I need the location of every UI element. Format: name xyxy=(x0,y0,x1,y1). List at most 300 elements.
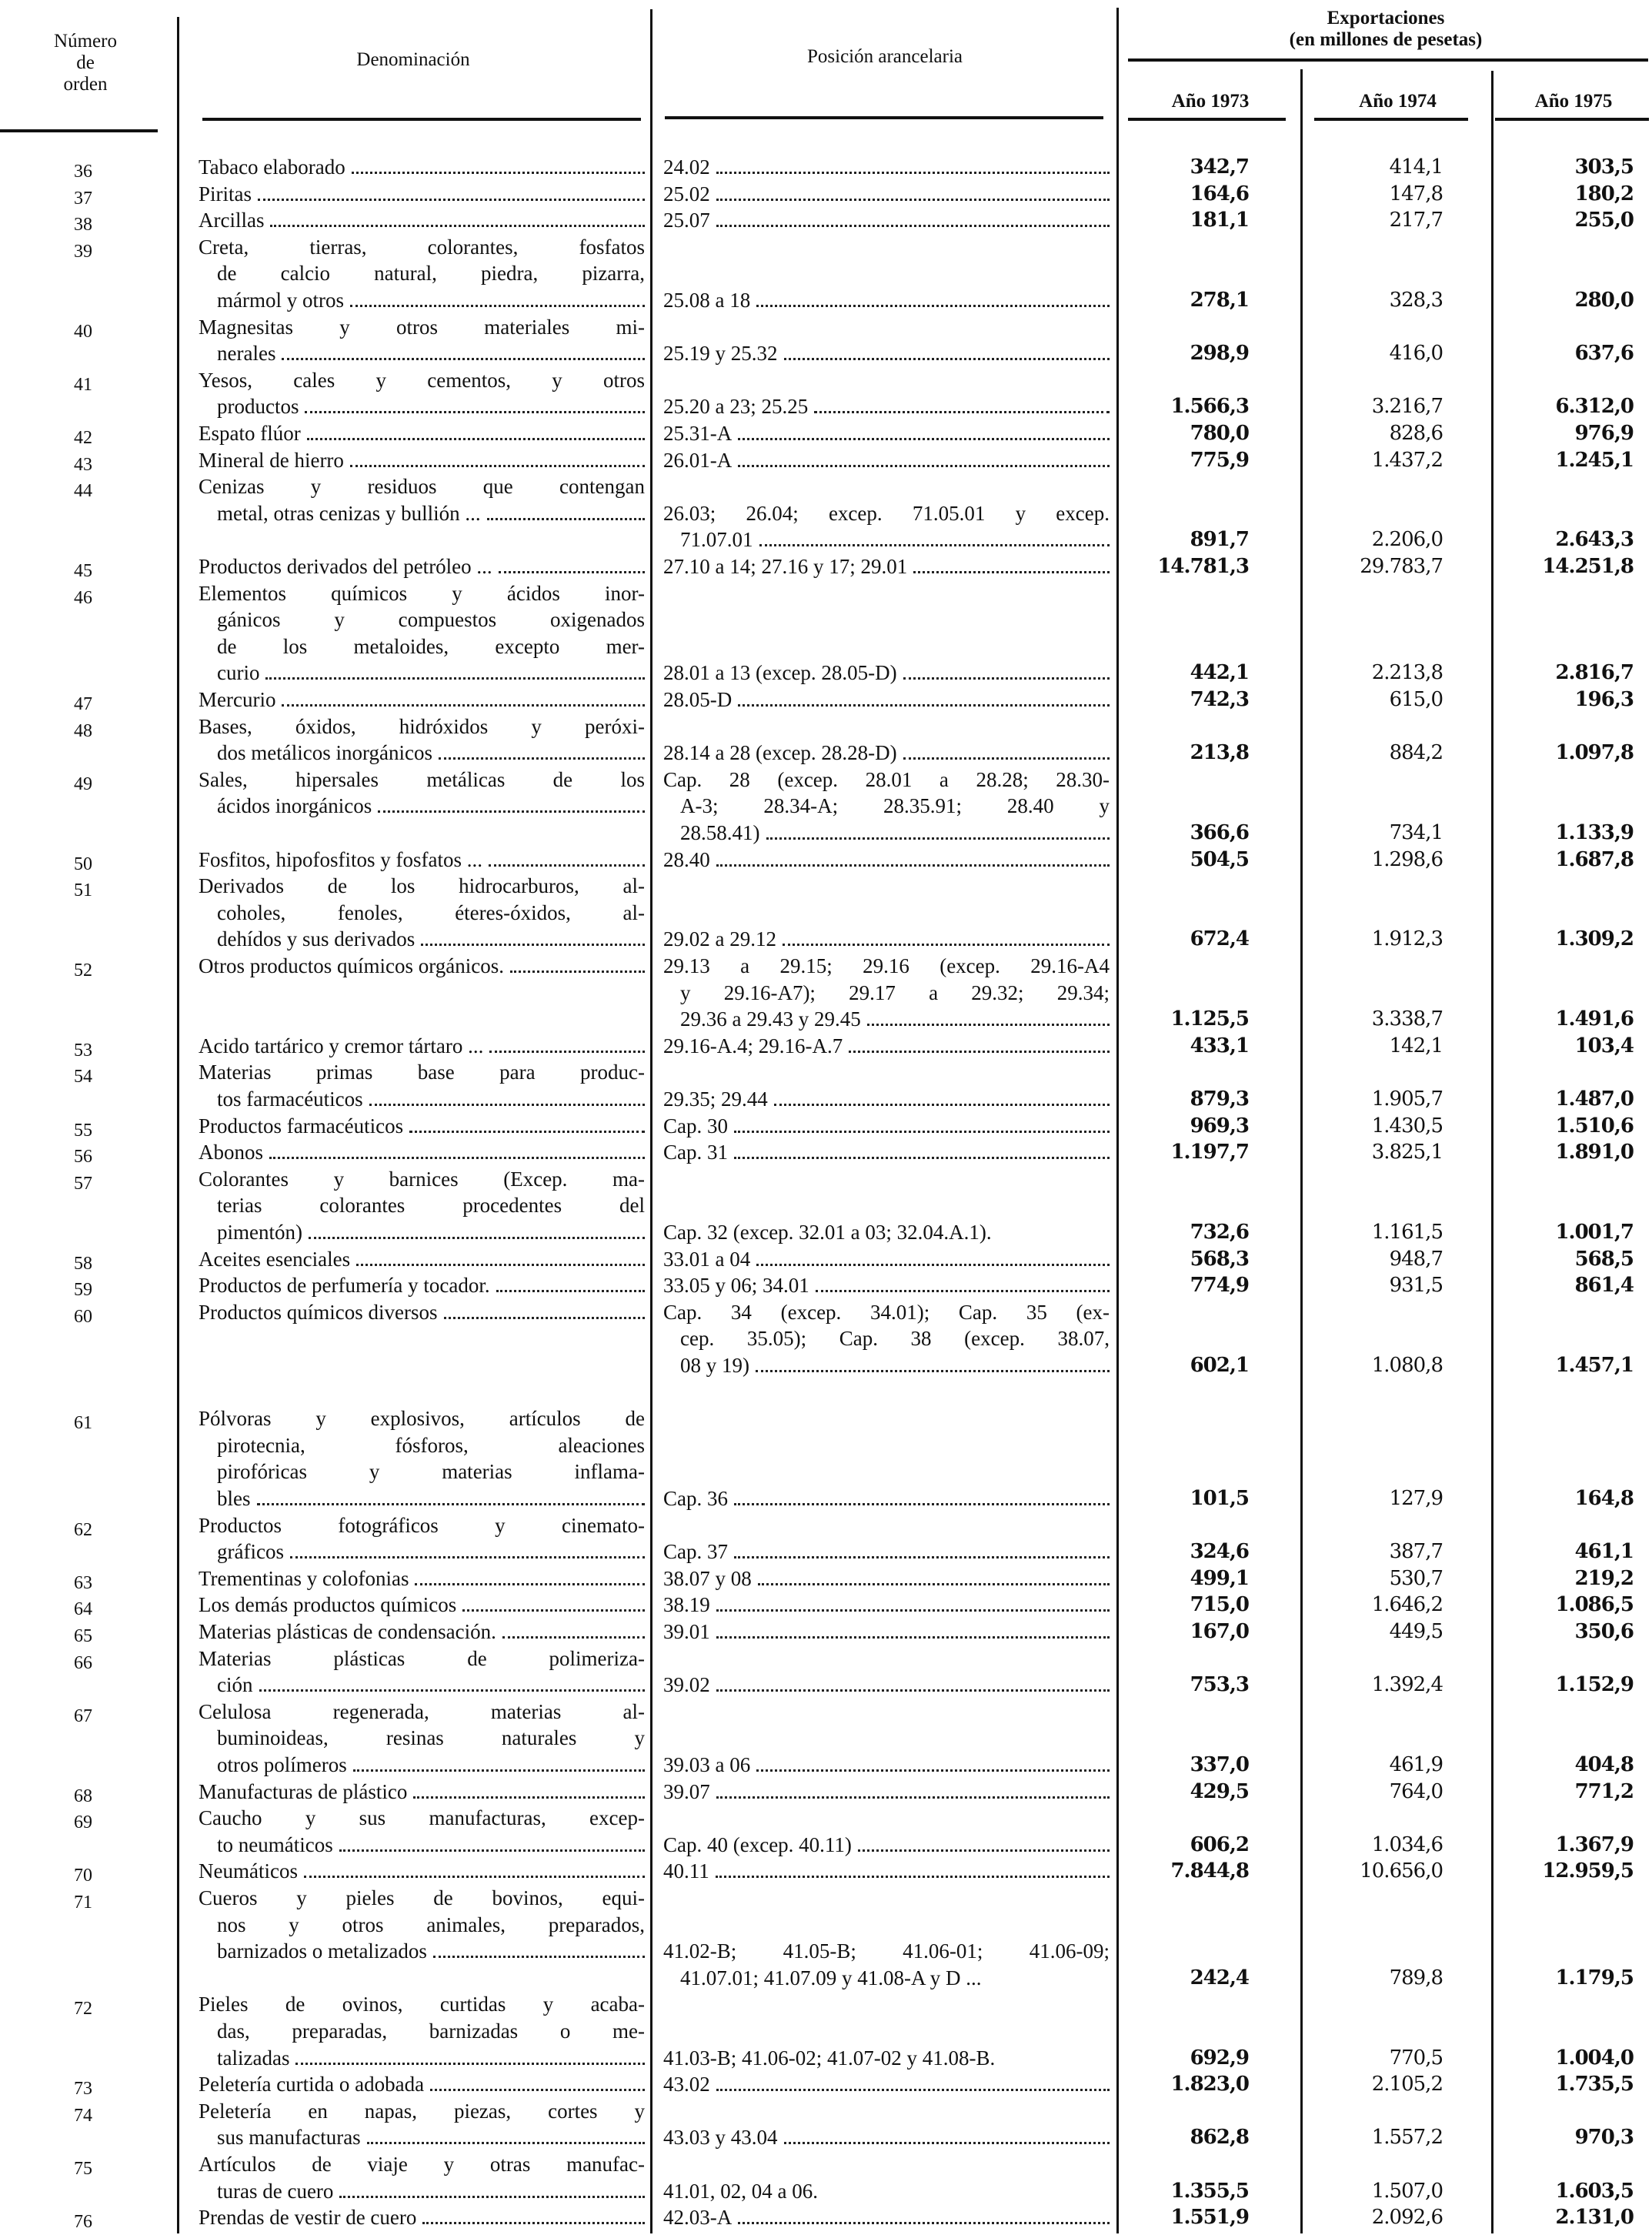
dot-leader xyxy=(734,1556,1110,1558)
row-number: 69 xyxy=(74,1812,92,1833)
export-value-1974: 414,1 xyxy=(1389,155,1443,179)
export-value-1974: 3.825,1 xyxy=(1371,1141,1443,1164)
cell-text: ácidos inorgánicos xyxy=(217,794,372,818)
export-value-1973: 862,8 xyxy=(1190,2126,1249,2150)
dot-leader xyxy=(413,1796,645,1799)
export-value-1973: 337,0 xyxy=(1190,1753,1249,1776)
cell-text: Mineral de hierro xyxy=(199,448,344,472)
row-number: 70 xyxy=(74,1866,92,1886)
export-value-1975: 771,2 xyxy=(1574,1779,1634,1803)
export-value-1973: 324,6 xyxy=(1190,1540,1249,1564)
export-value-1975: 1.133,9 xyxy=(1555,821,1634,844)
dot-leader xyxy=(756,1769,1110,1772)
export-value-1973: 342,7 xyxy=(1190,155,1249,179)
header-rule xyxy=(0,129,158,132)
denominacion-line xyxy=(217,1485,645,1512)
cell-text: 33.05 y 06; 34.01 xyxy=(663,1274,809,1298)
dot-leader xyxy=(734,1503,1110,1505)
cell-text: 08 y 19) xyxy=(680,1354,749,1377)
export-value-1974: 142,1 xyxy=(1389,1034,1443,1057)
export-value-1974: 3.216,7 xyxy=(1371,395,1443,419)
denominacion-line: Sales, hipersales metálicas de los xyxy=(199,767,645,791)
denominacion-line xyxy=(217,1752,645,1778)
export-value-1973: 14.781,3 xyxy=(1157,555,1249,578)
export-value-1974: 931,5 xyxy=(1389,1274,1443,1298)
row-number: 56 xyxy=(74,1147,92,1168)
dot-leader xyxy=(462,1609,645,1612)
cell-text: sus manufacturas xyxy=(217,2126,361,2150)
cell-text: Cap. 30 xyxy=(663,1114,728,1138)
denominacion-line: Magnesitas y otros materiales mi- xyxy=(199,315,645,339)
cell-text: 29.02 a 29.12 xyxy=(663,927,776,951)
export-value-1975: 255,0 xyxy=(1574,209,1634,232)
posicion-line xyxy=(663,1619,1110,1645)
cell-text: Neumáticos xyxy=(199,1859,298,1883)
denominacion-line xyxy=(217,500,645,526)
cell-text: to neumáticos xyxy=(217,1832,333,1856)
dot-leader xyxy=(502,1636,645,1639)
dot-leader xyxy=(350,465,645,467)
cell-text: 39.02 xyxy=(663,1673,710,1697)
export-value-1973: 298,9 xyxy=(1190,342,1249,366)
posicion-line xyxy=(663,420,1110,446)
cell-text: 28.40 xyxy=(663,847,710,871)
row-number: 39 xyxy=(74,241,92,262)
column-header-unidad: (en millones de pesetas) xyxy=(1289,29,1483,50)
cell-text: bles xyxy=(217,1487,251,1510)
row-number: 48 xyxy=(74,720,92,741)
denominacion-line xyxy=(217,287,645,313)
posicion-line xyxy=(663,287,1110,313)
export-value-1973: 742,3 xyxy=(1190,688,1249,711)
export-value-1975: 1.367,9 xyxy=(1555,1832,1634,1856)
dot-leader xyxy=(430,2089,645,2091)
dot-leader xyxy=(258,199,645,201)
export-value-1973: 568,3 xyxy=(1190,1247,1249,1271)
export-value-1974: 1.507,0 xyxy=(1371,2179,1443,2203)
cell-text: 28.01 a 13 (excep. 28.05-D) xyxy=(663,661,897,685)
posicion-line: A-3; 28.34-A; 28.35.91; 28.40 y xyxy=(680,794,1110,818)
cell-text: 38.07 y 08 xyxy=(663,1566,752,1590)
export-value-1975: 404,8 xyxy=(1574,1753,1634,1776)
export-value-1973: 1.197,7 xyxy=(1170,1141,1249,1164)
export-value-1974: 461,9 xyxy=(1389,1753,1443,1776)
denominacion-line xyxy=(199,2204,645,2230)
denominacion-line: pirotecnia, fósforos, aleaciones xyxy=(217,1433,645,1457)
posicion-line: Cap. 28 (excep. 28.01 a 28.28; 28.30- xyxy=(663,767,1110,791)
cell-text: 25.19 y 25.32 xyxy=(663,342,778,366)
posicion-line xyxy=(663,660,1110,686)
denominacion-line: terias colorantes procedentes del xyxy=(217,1194,645,1218)
cell-text: Trementinas y colofonias xyxy=(199,1566,409,1590)
export-value-1975: 1.179,5 xyxy=(1555,1966,1634,1989)
denominacion-line xyxy=(217,1219,645,1245)
header-rule xyxy=(1128,58,1648,62)
export-value-1975: 568,5 xyxy=(1574,1247,1634,1271)
export-value-1973: 442,1 xyxy=(1190,661,1249,685)
row-number: 50 xyxy=(74,854,92,874)
dot-leader xyxy=(716,225,1110,227)
export-value-1973: 715,0 xyxy=(1190,1593,1249,1617)
dot-leader xyxy=(415,1583,645,1585)
header-rule xyxy=(1314,118,1468,121)
posicion-line: 41.01, 02, 04 a 06. xyxy=(663,2179,818,2203)
dot-leader xyxy=(816,1290,1110,1292)
export-value-1973: 753,3 xyxy=(1190,1673,1249,1697)
cell-text: pimentón) xyxy=(217,1221,302,1244)
row-number: 49 xyxy=(74,773,92,794)
cell-text: 25.20 a 23; 25.25 xyxy=(663,395,809,419)
export-value-1975: 103,4 xyxy=(1574,1034,1634,1057)
dot-leader xyxy=(304,1876,645,1878)
denominacion-line xyxy=(199,154,645,180)
denominacion-line: de calcio natural, piedra, pizarra, xyxy=(217,262,645,286)
cell-text: otros polímeros xyxy=(217,1753,347,1776)
export-value-1975: 1.491,6 xyxy=(1555,1007,1634,1031)
cell-text: 28.14 a 28 (excep. 28.28-D) xyxy=(663,741,897,765)
dot-leader xyxy=(339,2196,645,2198)
cell-text: 26.01-A xyxy=(663,448,733,472)
dot-leader xyxy=(309,1237,645,1239)
export-value-1974: 2.105,2 xyxy=(1371,2073,1443,2096)
denominacion-line xyxy=(199,1139,645,1165)
denominacion-line: pirofóricas y materias inflama- xyxy=(217,1460,645,1484)
denominacion-line: nos y otros animales, preparados, xyxy=(217,1913,645,1936)
cell-text: Fosfitos, hipofosfitos y fosfatos ... xyxy=(199,847,483,871)
export-value-1975: 219,2 xyxy=(1574,1566,1634,1590)
export-value-1975: 280,0 xyxy=(1574,289,1634,312)
export-value-1973: 429,5 xyxy=(1190,1779,1249,1803)
export-value-1974: 1.437,2 xyxy=(1371,448,1443,472)
posicion-line xyxy=(663,1752,1110,1778)
export-value-1974: 29.783,7 xyxy=(1360,555,1443,578)
export-value-1973: 242,4 xyxy=(1190,1966,1249,1989)
cell-text: 29.36 a 29.43 y 29.45 xyxy=(680,1007,861,1031)
export-value-1974: 217,7 xyxy=(1389,209,1443,232)
header-numero-line: Número xyxy=(54,31,117,52)
export-value-1975: 1.004,0 xyxy=(1555,2046,1634,2070)
cell-text: 25.08 a 18 xyxy=(663,289,751,312)
export-value-1973: 780,0 xyxy=(1190,422,1249,445)
export-value-1975: 180,2 xyxy=(1574,182,1634,205)
header-rule xyxy=(1128,118,1286,121)
export-value-1975: 1.001,7 xyxy=(1555,1221,1634,1244)
header-rule xyxy=(665,116,1103,119)
posicion-line xyxy=(663,1832,1110,1858)
dot-leader xyxy=(738,704,1110,707)
row-number: 42 xyxy=(74,428,92,448)
cell-text: Mercurio xyxy=(199,688,276,711)
cell-text: 29.35; 29.44 xyxy=(663,1087,768,1111)
column-header-exportaciones: Exportaciones xyxy=(1327,8,1445,28)
dot-leader xyxy=(738,438,1110,440)
row-number: 57 xyxy=(74,1173,92,1194)
export-value-1975: 1.152,9 xyxy=(1555,1673,1634,1697)
cell-text: Piritas xyxy=(199,182,252,205)
denominacion-line xyxy=(199,1246,645,1272)
cell-text: Productos farmacéuticos xyxy=(199,1114,404,1138)
export-value-1973: 606,2 xyxy=(1190,1832,1249,1856)
dot-leader xyxy=(290,1556,645,1558)
row-number: 36 xyxy=(74,162,92,182)
cell-text: tos farmacéuticos xyxy=(217,1087,363,1111)
cell-text: 40.11 xyxy=(663,1859,709,1883)
denominacion-line xyxy=(217,2124,645,2150)
posicion-line xyxy=(663,1485,1110,1512)
posicion-line xyxy=(663,1139,1110,1165)
header-numero-line: orden xyxy=(63,74,108,95)
cell-text: Espato flúor xyxy=(199,422,301,445)
denominacion-line xyxy=(199,953,645,979)
dot-leader xyxy=(510,971,645,973)
cell-text: 28.05-D xyxy=(663,688,733,711)
posicion-line xyxy=(680,526,1110,553)
denominacion-line xyxy=(199,181,645,207)
denominacion-line xyxy=(199,1299,645,1325)
row-number: 60 xyxy=(74,1306,92,1327)
denominacion-line: Celulosa regenerada, materias al- xyxy=(199,1699,645,1723)
dot-leader xyxy=(444,1317,646,1319)
export-value-1975: 350,6 xyxy=(1574,1620,1634,1643)
dot-leader xyxy=(867,1024,1110,1026)
denominacion-line: Cueros y pieles de bovinos, equi- xyxy=(199,1886,645,1909)
denominacion-line xyxy=(217,660,645,686)
row-number: 64 xyxy=(74,1599,92,1620)
cell-text: Peletería curtida o adobada xyxy=(199,2073,425,2096)
cell-text: mármol y otros xyxy=(217,289,344,312)
export-value-1973: 278,1 xyxy=(1190,289,1249,312)
denominacion-line xyxy=(199,207,645,233)
cell-text: 43.03 y 43.04 xyxy=(663,2126,778,2150)
posicion-line: cep. 35.05); Cap. 38 (excep. 38.07, xyxy=(680,1327,1110,1351)
export-value-1975: 2.643,3 xyxy=(1555,528,1634,552)
dot-leader xyxy=(758,1583,1110,1585)
row-number: 55 xyxy=(74,1120,92,1141)
export-value-1973: 164,6 xyxy=(1190,182,1249,205)
export-value-1974: 615,0 xyxy=(1389,688,1443,711)
cell-text: Cap. 31 xyxy=(663,1141,728,1164)
posicion-line xyxy=(663,1086,1110,1112)
posicion-line xyxy=(663,447,1110,473)
row-number: 66 xyxy=(74,1652,92,1673)
export-value-1973: 879,3 xyxy=(1190,1087,1249,1111)
dot-leader xyxy=(849,1051,1110,1053)
denominacion-line xyxy=(199,687,645,713)
cell-text: 39.03 a 06 xyxy=(663,1753,751,1776)
cell-text: 24.02 xyxy=(663,155,710,179)
posicion-line xyxy=(663,393,1110,419)
denominacion-line: Derivados de los hidrocarburos, al- xyxy=(199,874,645,898)
export-value-1973: 775,9 xyxy=(1190,448,1249,472)
posicion-line xyxy=(663,1779,1110,1805)
dot-leader xyxy=(756,1264,1110,1266)
export-value-1975: 1.510,6 xyxy=(1555,1114,1634,1138)
cell-text: Arcillas xyxy=(199,209,265,232)
cell-text: 39.01 xyxy=(663,1620,710,1643)
posicion-line xyxy=(663,740,1110,766)
denominacion-line: Cenizas y residuos que contengan xyxy=(199,475,645,499)
dot-leader xyxy=(489,864,645,867)
row-number: 41 xyxy=(74,374,92,395)
row-number: 51 xyxy=(74,880,92,901)
denominacion-line: Caucho y sus manufacturas, excep- xyxy=(199,1806,645,1830)
row-number: 67 xyxy=(74,1705,92,1726)
export-value-1974: 147,8 xyxy=(1389,182,1443,205)
denominacion-line xyxy=(199,1113,645,1139)
export-value-1973: 732,6 xyxy=(1190,1221,1249,1244)
cell-text: barnizados o metalizados xyxy=(217,1939,427,1963)
dot-leader xyxy=(282,358,645,360)
cell-text: Cap. 36 xyxy=(663,1487,728,1510)
cell-text: gráficos xyxy=(217,1540,284,1564)
row-number: 73 xyxy=(74,2079,92,2100)
dot-leader xyxy=(307,438,645,440)
export-value-1974: 1.034,6 xyxy=(1371,1832,1443,1856)
export-value-1973: 969,3 xyxy=(1190,1114,1249,1138)
cell-text: Productos de perfumería y tocador. xyxy=(199,1274,490,1298)
dot-leader xyxy=(433,1956,645,1958)
cell-text: metal, otras cenizas y bullión ... xyxy=(217,501,481,525)
denominacion-line: Artículos de viaje y otras manufac- xyxy=(199,2153,645,2176)
denominacion-line xyxy=(217,2178,645,2204)
cell-text: turas de cuero xyxy=(217,2179,334,2203)
export-value-1974: 2.206,0 xyxy=(1371,528,1443,552)
posicion-line xyxy=(663,1113,1110,1139)
export-value-1974: 3.338,7 xyxy=(1371,1007,1443,1031)
cell-text: 43.02 xyxy=(663,2073,710,2096)
dot-leader xyxy=(716,1876,1110,1878)
export-value-1975: 1.735,5 xyxy=(1555,2073,1634,2096)
denominacion-line xyxy=(199,1779,645,1805)
dot-leader xyxy=(369,1104,645,1106)
denominacion-line xyxy=(217,1538,645,1565)
cell-text: Tabaco elaborado xyxy=(199,155,345,179)
dot-leader xyxy=(738,2222,1110,2224)
cell-text: 25.07 xyxy=(663,209,710,232)
cell-text: 25.02 xyxy=(663,182,710,205)
dot-leader xyxy=(269,1157,645,1159)
row-number: 61 xyxy=(74,1413,92,1434)
export-value-1974: 328,3 xyxy=(1389,289,1443,312)
row-number: 74 xyxy=(74,2105,92,2126)
export-value-1975: 1.086,5 xyxy=(1555,1593,1634,1617)
export-value-1975: 196,3 xyxy=(1574,688,1634,711)
dot-leader xyxy=(295,2063,645,2065)
dot-leader xyxy=(257,1503,646,1505)
cell-text: productos xyxy=(217,395,299,419)
denominacion-line xyxy=(217,2045,645,2071)
denominacion-line: Colorantes y barnices (Excep. ma- xyxy=(199,1167,645,1191)
export-value-1974: 1.646,2 xyxy=(1371,1593,1443,1617)
header-rule xyxy=(202,118,641,121)
export-value-1975: 1.891,0 xyxy=(1555,1141,1634,1164)
denominacion-line: buminoideas, resinas naturales y xyxy=(217,1726,645,1750)
export-value-1973: 602,1 xyxy=(1190,1354,1249,1377)
column-header-posicion: Posición arancelaria xyxy=(807,46,963,67)
export-value-1973: 1.566,3 xyxy=(1170,395,1249,419)
denominacion-line: Productos fotográficos y cinemato- xyxy=(199,1513,645,1537)
export-value-1974: 1.080,8 xyxy=(1371,1354,1443,1377)
row-number: 71 xyxy=(74,1893,92,1913)
denominacion-line xyxy=(199,1033,645,1059)
export-value-1973: 1.355,5 xyxy=(1170,2179,1249,2203)
posicion-line xyxy=(663,207,1110,233)
denominacion-line: gánicos y compuestos oxigenados xyxy=(217,608,645,632)
row-number: 53 xyxy=(74,1040,92,1061)
column-header-numero xyxy=(0,31,171,95)
posicion-line xyxy=(663,1538,1110,1565)
row-number: 44 xyxy=(74,481,92,502)
denominacion-line: Bases, óxidos, hidróxidos y peróxi- xyxy=(199,714,645,738)
cell-text: Cap. 40 (excep. 40.11) xyxy=(663,1832,852,1856)
export-value-1974: 1.430,5 xyxy=(1371,1114,1443,1138)
row-number: 72 xyxy=(74,1999,92,2020)
row-number: 45 xyxy=(74,561,92,581)
denominacion-line xyxy=(199,847,645,873)
export-value-1973: 774,9 xyxy=(1190,1274,1249,1298)
row-number: 47 xyxy=(74,694,92,714)
posicion-line xyxy=(663,181,1110,207)
row-number: 54 xyxy=(74,1067,92,1087)
posicion-line: 41.02-B; 41.05-B; 41.06-01; 41.06-09; xyxy=(663,1939,1110,1963)
export-value-1974: 1.161,5 xyxy=(1371,1221,1443,1244)
export-value-1974: 416,0 xyxy=(1389,342,1443,366)
posicion-line: 41.03-B; 41.06-02; 41.07-02 y 41.08-B. xyxy=(663,2046,996,2070)
dot-leader xyxy=(305,411,645,413)
row-number: 62 xyxy=(74,1519,92,1540)
dot-leader xyxy=(487,518,645,520)
row-number: 65 xyxy=(74,1626,92,1646)
export-value-1974: 10.656,0 xyxy=(1360,1859,1443,1883)
dot-leader xyxy=(422,2222,645,2224)
denominacion-line xyxy=(199,553,645,580)
row-number: 58 xyxy=(74,1253,92,1274)
export-value-1975: 637,6 xyxy=(1574,342,1634,366)
cell-text: Manufacturas de plástico xyxy=(199,1779,408,1803)
cell-text: 39.07 xyxy=(663,1779,710,1803)
column-header-year-1975: Año 1975 xyxy=(1534,91,1613,112)
export-value-1975: 1.687,8 xyxy=(1555,847,1634,871)
export-value-1973: 1.125,5 xyxy=(1170,1007,1249,1031)
dot-leader xyxy=(270,225,645,227)
dot-leader xyxy=(716,2089,1110,2091)
denominacion-line xyxy=(199,420,645,446)
denominacion-line xyxy=(199,1565,645,1592)
export-value-1975: 14.251,8 xyxy=(1542,555,1634,578)
export-value-1974: 1.905,7 xyxy=(1371,1087,1443,1111)
cell-text: dos metálicos inorgánicos xyxy=(217,741,432,765)
export-value-1975: 12.959,5 xyxy=(1542,1859,1634,1883)
dot-leader xyxy=(903,677,1110,680)
dot-leader xyxy=(353,1769,645,1772)
posicion-line xyxy=(663,1592,1110,1618)
posicion-line: Cap. 32 (excep. 32.01 a 03; 32.04.A.1). xyxy=(663,1221,992,1244)
column-rule xyxy=(177,17,179,2233)
denominacion-line: coholes, fenoles, éteres-óxidos, al- xyxy=(217,900,645,924)
cell-text: nerales xyxy=(217,342,276,366)
dot-leader xyxy=(814,411,1110,413)
dot-leader xyxy=(734,1131,1110,1133)
cell-text: 28.58.41) xyxy=(680,821,760,844)
denominacion-line xyxy=(217,740,645,766)
denominacion-line: Materias plásticas de polimeriza- xyxy=(199,1646,645,1670)
dot-leader xyxy=(783,944,1110,946)
export-value-1974: 764,0 xyxy=(1389,1779,1443,1803)
denominacion-line xyxy=(199,2071,645,2097)
posicion-line xyxy=(680,1352,1110,1378)
export-value-1975: 976,9 xyxy=(1574,422,1634,445)
posicion-line xyxy=(680,1006,1110,1032)
